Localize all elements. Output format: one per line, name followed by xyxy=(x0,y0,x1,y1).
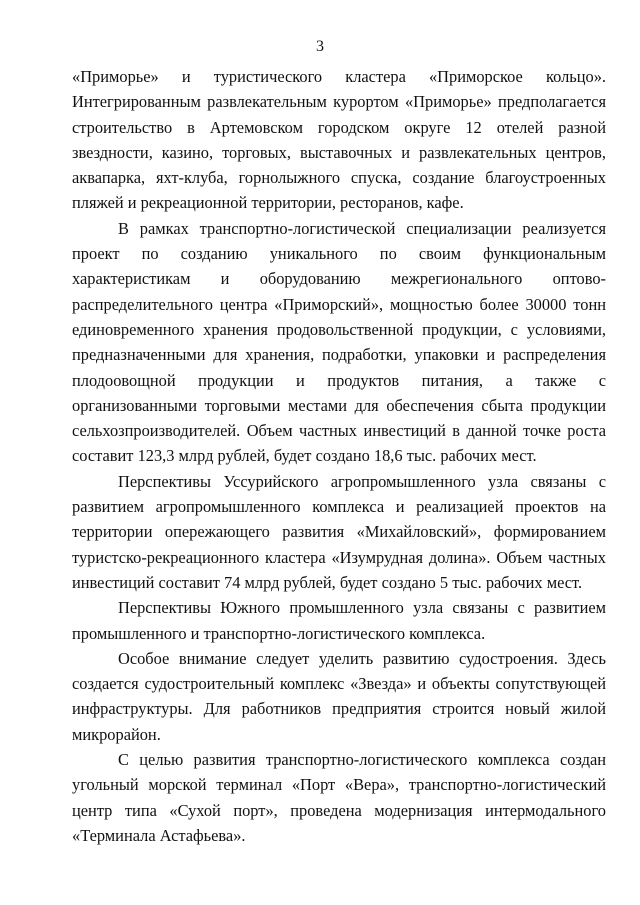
paragraph-logistics-center: В рамках транспортно-логистической специализации реализуется проект по созданию уникального по своим функциональным характеристикам и оборудованию межрегионального оптово-распределительного центра «Приморский», мощностью более 30000 тонн единовременного хранения продовольственной продукции, с условиями, предназначенными для хранения, подработки, упаковки и распределения плодоовощной продукции и продуктов питания, а также с организованными торговыми местами для обеспечения сбыта продукции сельхозпроизводителей. Объем частных инвестиций в данной точке роста составит 123,3 млрд рублей, будет создано 18,6 тыс. рабочих мест. xyxy=(72,218,606,466)
paragraph-transport-complex: С целью развития транспортно-логистического комплекса создан угольный морской терминал «Порт «Вера», транспортно-логистический центр типа «Сухой порт», проведена модернизация интермодального «Терминала Астафьева». xyxy=(72,750,606,845)
paragraph-southern-node: Перспективы Южного промышленного узла связаны с развитием промышленного и транспортно-логистического комплекса. xyxy=(72,598,606,643)
page-number: 3 xyxy=(316,38,324,55)
paragraph-continuation: «Приморье» и туристического кластера «Приморское кольцо». Интегрированным развлекательным курортом «Приморье» предполагается строительство в Артемовском городском округе 12 отелей разной звездности, казино, торговых, выставочных и развлекательных центров, аквапарка, яхт-клуба, горнолыжного спуска, создание благоустроенных пляжей и рекреационной территории, ресторанов, кафе. xyxy=(72,67,606,213)
document-body xyxy=(72,64,606,848)
paragraph-ussuri-node: Перспективы Уссурийского агропромышленного узла связаны с развитием агропромышленного комплекса и реализацией проектов на территории опережающего развития «Михайловский», формированием туристско-рекреационного кластера «Изумрудная долина». Объем частных инвестиций составит 74 млрд рублей, будет создано 5 тыс. рабочих мест. xyxy=(72,471,606,592)
paragraph-shipbuilding: Особое внимание следует уделить развитию судостроения. Здесь создается судостроительный комплекс «Звезда» и объекты сопутствующей инфраструктуры. Для работников предприятия строится новый жилой микрорайон. xyxy=(72,648,606,744)
